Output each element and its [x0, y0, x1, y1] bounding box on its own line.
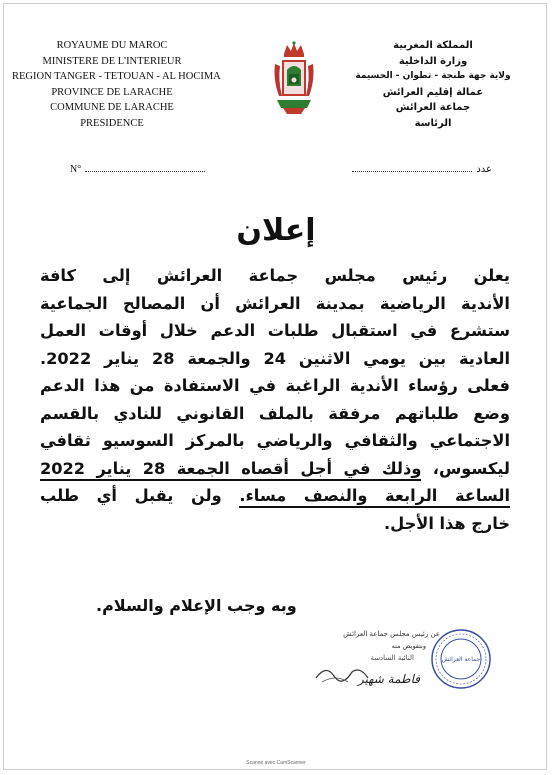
time-underlined: الساعة الرابعة والنصف مساء. — [239, 486, 510, 508]
header-ar-line: عمالة إقليم العرائش — [382, 86, 484, 98]
signatory-name: فاطمة شهير — [358, 672, 420, 686]
body-line: وضع طلباتهم مرفقة بالملف القانوني للنادي بالقسم — [40, 403, 510, 423]
body-line-plain: ولن يقبل أي طلب — [40, 486, 240, 505]
reference-label-ar: عدد — [476, 164, 492, 175]
stamp-text: جماعة العرائش — [441, 656, 481, 663]
reference-dots — [85, 171, 205, 172]
reference-number-fr — [70, 164, 205, 175]
body-line-plain: ليكسوس، — [421, 458, 511, 478]
announcement-title: إعلان — [236, 213, 316, 248]
scanner-footer: Scanné avec CamScanner — [246, 760, 306, 766]
closing-phrase: وبه وجب الإعلام والسلام. — [96, 596, 297, 615]
body-line-deadline — [40, 455, 510, 483]
signature-line: عن رئيس مجلس جماعة العرائش — [343, 630, 440, 638]
header-ar-line: الرئاسة — [414, 117, 452, 129]
body-line: العادية بين يومي الاثنين 24 والجمعة 28 يناير 2022. — [40, 348, 511, 368]
header-ar-line: المملكة المغربية — [393, 40, 473, 51]
header-fr-line: MINISTERE DE L'INTERIEUR — [42, 55, 182, 67]
header-french — [12, 38, 221, 131]
header-arabic — [348, 38, 518, 131]
crown-icon — [284, 41, 304, 57]
shield-icon — [282, 60, 306, 96]
body-line: الأندية الرياضية بمدينة العرائش أن المصالح الجماعية — [40, 293, 510, 313]
deadline-underlined: وذلك في أجل أقصاه الجمعة 28 يناير 2022 — [40, 459, 421, 481]
official-stamp — [430, 628, 492, 690]
header-ar-line: ولاية جهة طنجة - تطوان - الحسيمة — [355, 71, 511, 81]
header-ar-line: وزارة الداخلية — [398, 55, 468, 67]
ribbon-icon — [277, 100, 311, 114]
reference-label-fr: N° — [70, 164, 82, 175]
signature-line: وبتفويض منه — [391, 642, 426, 650]
header-fr-line: PRESIDENCE — [80, 117, 144, 129]
body-line: فعلى رؤساء الأندية الراغبة في الاستفادة من هذا الدعم — [40, 376, 510, 395]
body-line: ستشرع في استقبال طلبات الدعم خلال أوقات العمل — [40, 321, 510, 340]
header-fr-line: PROVINCE DE LARACHE — [51, 86, 173, 98]
header-fr-line: COMMUNE DE LARACHE — [50, 102, 174, 113]
body-line: يعلن رئيس مجلس جماعة العرائش إلى كافة — [40, 266, 510, 285]
announcement-body — [40, 262, 510, 537]
reference-dots — [352, 171, 472, 172]
header-fr-line: REGION TANGER - TETOUAN - AL HOCIMA — [12, 71, 221, 82]
signature-title: النائبة السادسة — [370, 654, 414, 662]
body-line: خارج هذا الأجل. — [384, 513, 510, 533]
body-line-time — [40, 482, 510, 510]
header-fr-line: ROYAUME DU MAROC — [56, 40, 168, 51]
reference-number-ar — [352, 164, 492, 175]
header-ar-line: جماعة العرائش — [395, 102, 471, 113]
coat-of-arms-emblem — [271, 40, 317, 116]
body-line: الاجتماعي والثقافي والرياضي بالمركز السوسيو ثقافي — [40, 431, 510, 450]
signature-block — [312, 630, 440, 690]
